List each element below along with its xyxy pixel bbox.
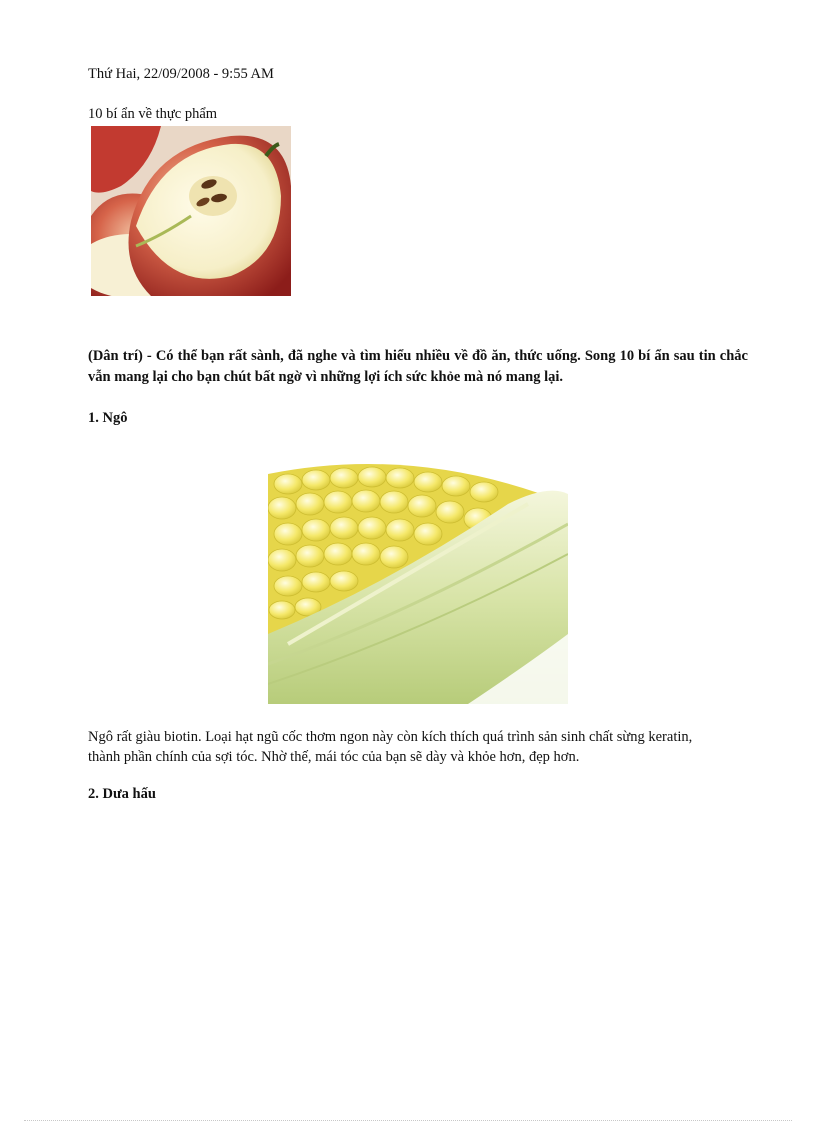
section-heading-corn: 1. Ngô <box>88 410 128 426</box>
corn-photo <box>268 464 568 704</box>
section-body-corn: Ngô rất giàu biotin. Loại hạt ngũ cốc thơm ngon này còn kích thích quá trình sản sinh chất sừng keratin, thành phần chính của sợi tóc. Nhờ thế, mái tóc của bạn sẽ dày và khỏe hơn, đẹp hơn. <box>88 729 693 765</box>
page-bottom-divider <box>24 1120 792 1121</box>
article-date: Thứ Hai, 22/09/2008 - 9:55 AM <box>88 66 274 82</box>
section-heading-watermelon: 2. Dưa hấu <box>88 786 156 802</box>
article-lead: (Dân trí) - Có thể bạn rất sành, đã nghe và tìm hiểu nhiều về đồ ăn, thức uống. Song 10 bí ẩn sau tin chắc vẫn mang lại cho bạn chút bất ngờ vì những lợi ích sức khỏe mà nó mang lại. <box>88 348 748 385</box>
article-title: 10 bí ẩn về thực phẩm <box>88 106 218 122</box>
apple-photo <box>91 126 291 296</box>
